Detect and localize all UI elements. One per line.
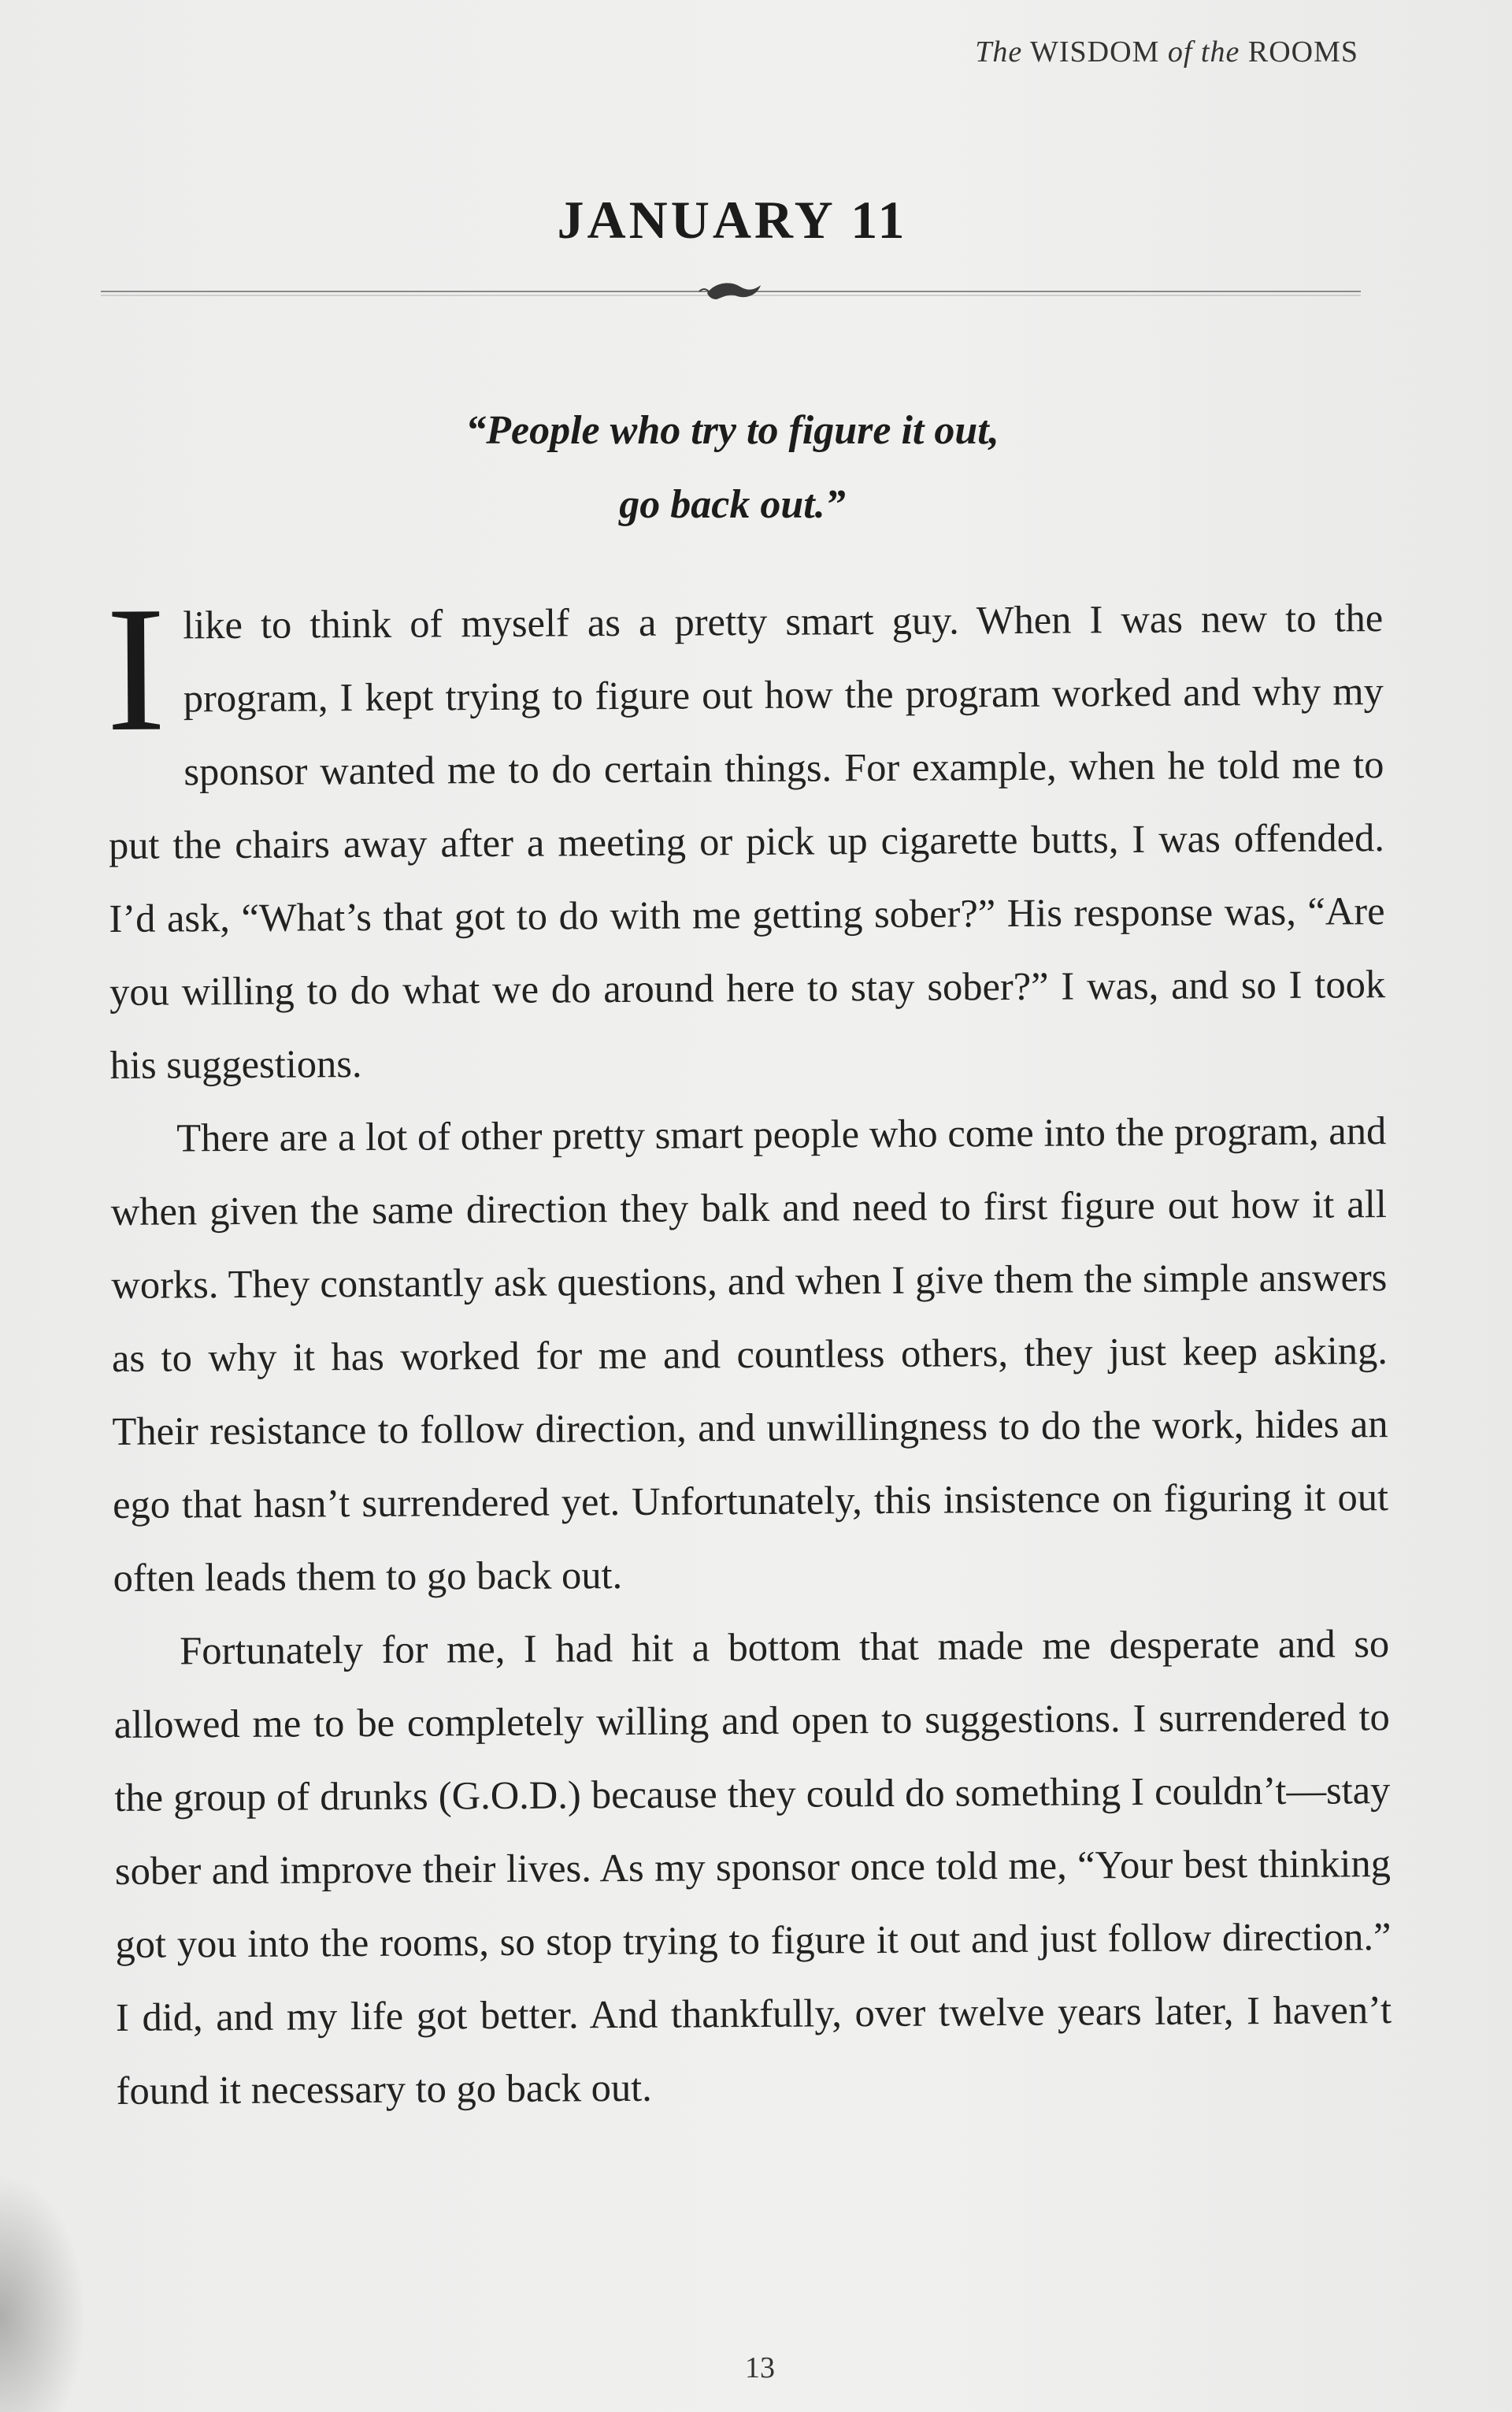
ornamental-divider — [101, 276, 1361, 307]
paragraph-1 — [105, 570, 1386, 1102]
paragraph-2: There are a lot of other pretty smart people who come into the program, and when given the same direction they balk and need to first figure out how it all works. They constantly ask questions, and when I give them the simple answers as to why it has worked for me and countless others, they just keep asking. Their resistance to follow direction, and unwillingness to do the work, hides an ego that hasn’t surrendered yet. Unfortunately, this insistence on figuring it out often leads them to go back out. — [110, 1108, 1389, 1600]
drop-cap: I — [105, 570, 167, 770]
body-text — [105, 570, 1392, 2128]
quote-line-1: “People who try to figure it out, — [465, 408, 999, 453]
running-head — [975, 35, 1358, 69]
running-head-the: The — [975, 35, 1023, 69]
paragraph-1-text: like to think of myself as a pretty smart guy. When I was new to the program, I kept trying to figure out how the program worked and why my sponsor wanted me to do certain things. For example, when he told me to put the chairs away after a meeting or pick up cigarette butts, I was offended. I’d ask, “What’s that got to do with me getting sober?” His response was, “Are you willing to do what we do around here to stay sober?” I was, and so I took his suggestions. — [108, 596, 1386, 1087]
epigraph-quote — [0, 394, 1465, 542]
running-head-of-the: of the — [1167, 35, 1240, 69]
page-number: 13 — [745, 2351, 775, 2384]
finger-shadow — [0, 2174, 87, 2412]
page-title: JANUARY 11 — [557, 190, 908, 250]
running-head-rooms: ROOMS — [1247, 35, 1358, 69]
quote-line-2: go back out.” — [619, 482, 846, 527]
flourish-icon — [699, 283, 761, 299]
running-head-wisdom: WISDOM — [1030, 35, 1160, 69]
paragraph-3: Fortunately for me, I had hit a bottom that made me desperate and so allowed me to be completely willing and open to suggestions. I surrendered to the group of drunks (G.O.D.) because they could do something I couldn’t—stay sober and improve their lives. As my sponsor once told me, “Your best thinking got you into the rooms, so stop trying to figure it out and just follow direction.” I did, and my life got better. And thankfully, over twelve years later, I haven’t found it necessary to go back out. — [113, 1621, 1392, 2113]
